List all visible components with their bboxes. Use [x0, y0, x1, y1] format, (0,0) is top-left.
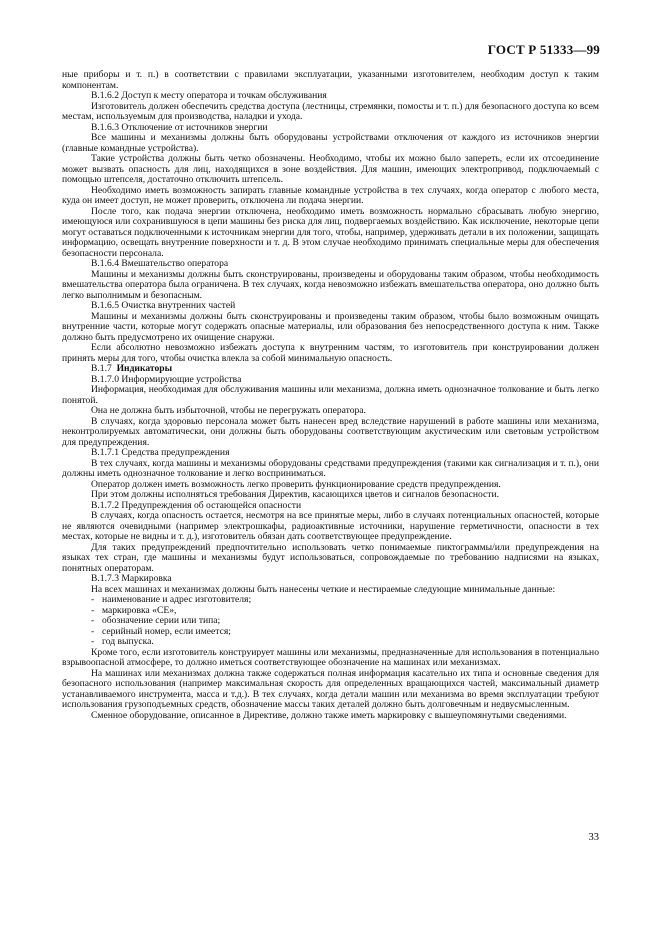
paragraph: На машинах или механизмах должна также содержаться полная информация касательно их типа и основные сведения для безопасного использования (например максимальная скорость для определенных вращающихся частей, максимальный диаметр устанавливаемого инструмента, масса и т.д.). В тех случаях, когда детали машин или механизма во время эксплуатации требуют использования грузоподъемных средств, обозначение массы таких деталей должно быть долговечным и недвусмысленным. [62, 667, 599, 710]
paragraph: Необходимо иметь возможность запирать главные командные устройства в тех случаях, когда оператор с любого места, куда он имеет доступ, не может проверить, отключена ли подача энергии. [62, 184, 599, 206]
list-item: - обозначение серии или типа; [91, 615, 221, 626]
paragraph: В тех случаях, когда машины и механизмы оборудованы средствами предупреждения (такими как сигнализация и т. п.), они должны иметь однозначное толкование и легко восприниматься. [62, 457, 599, 479]
paragraph: На всех машинах и механизмах должны быть нанесены четкие и нестираемые следующие минимальные данные: [91, 583, 556, 595]
paragraph: При этом должны исполняться требования Директив, касающихся цветов и сигналов безопасности. [91, 489, 500, 500]
paragraph: Сменное оборудование, описанное в Директиве, должно также иметь маркировку с вышеупомянутыми сведениями. [91, 709, 567, 721]
section-heading-indicators [62, 364, 599, 375]
section-heading: В.1.6.5 Очистка внутренних частей [91, 300, 236, 311]
paragraph: Оператор должен иметь возможность легко проверить функционирование средств предупреждения. [91, 478, 501, 490]
paragraph: ные приборы и т. п.) в соответствии с правилами эксплуатации, указанными изготовителем, необходим доступ к таким компонентам. [62, 69, 599, 91]
list-dash: - [91, 625, 95, 637]
section-title: Индикаторы [116, 363, 173, 374]
section-heading: В.1.7.2 Предупреждения об остающейся опасности [91, 499, 302, 511]
section-number: В.1.7 [91, 363, 112, 374]
list-item: - год выпуска. [91, 636, 154, 647]
paragraph: Если абсолютно невозможно избежать доступа к внутренним частям, то изготовитель при конструировании должен принять меры для того, чтобы очистка влекла за собой минимальную опасность. [62, 342, 599, 364]
paragraph: Информация, необходимая для обслуживания машины или механизма, должна иметь однозначное толкование и быть легко понятой. [62, 384, 599, 406]
list-item: - маркировка «СЕ», [91, 604, 177, 616]
paragraph: Она не должна быть избыточной, чтобы не перегружать оператора. [91, 405, 366, 416]
document-header: ГОСТ Р 51333—99 [487, 42, 600, 57]
section-heading: В.1.7.1 Средства предупреждения [91, 447, 230, 458]
section-heading: В.1.7.3 Маркировка [91, 573, 172, 584]
section-heading: В.1.6.3 Отключение от источников энергии [91, 121, 268, 133]
paragraph: Такие устройства должны быть четко обозначены. Необходимо, чтобы их можно было запереть, если их отсоединение может вызвать опасность для лиц, находящихся в зоне воздействия. Для машин, имеющих электропривод, подключаемый с помощью штепселя, достаточно отключить штепсель. [62, 153, 599, 185]
list-item: - серийный номер, если имеется; [91, 625, 231, 637]
section-heading: В.1.6.2 Доступ к месту оператора и точкам обслуживания [91, 90, 327, 101]
paragraph: Изготовитель должен обеспечить средства доступа (лестницы, стремянки, помосты и т. п.) для безопасного доступа ко всем местам, используемым для производства, наладки и ухода. [62, 100, 599, 122]
paragraph: Машины и механизмы должны быть сконструированы и произведены таким образом, чтобы было возможным очищать внутренние части, которые могут содержать опасные материалы, или образования без непосредственного доступа к ним. Также должно быть предусмотрено их очищение снаружи. [62, 310, 599, 343]
paragraph: В случаях, когда здоровью персонала может быть нанесен вред вследствие нарушений в работе машины или механизма, неконтролируемых автоматически, они должны быть оборудованы соответствующим акустическим или световым устройством для предупреждения. [62, 415, 599, 448]
paragraph: Кроме того, если изготовитель конструирует машины или механизмы, предназначенные для использования в потенциально взрывоопасной атмосфере, то должно иметься соответствующее обозначение на машинах или механизмах. [62, 646, 599, 668]
paragraph: Все машины и механизмы должны быть оборудованы устройствами отключения от каждого из источников энергии (главные командные устройства). [62, 132, 599, 154]
marking-list [62, 595, 599, 648]
section-heading: В.1.7.0 Информирующие устройства [91, 373, 242, 385]
paragraph: После того, как подача энергии отключена, необходимо иметь возможность нормально сбрасывать любую энергию, имеющуюся или сохранившуюся в цепи машины без риска для лиц, подвергаемых воздействию. Как исключение, некоторые цепи могут оставаться подключенными к источникам энергии для того, чтобы, например, удерживать детали в их положении, защищать информацию, освещать внутренние поверхности и т. д. В этом случае необходимо принимать специальные меры для обеспечения безопасности персонала. [62, 205, 599, 259]
page-number: 33 [588, 832, 599, 843]
section-heading: В.1.6.4 Вмешательство оператора [91, 258, 229, 269]
paragraph: Машины и механизмы должны быть сконструированы, произведены и оборудованы таким образом, чтобы необходимость вмешательства оператора была ограничена. В тех случаях, когда невозможно избежать вмешательства оператора, оно должно быть легко выполнимым и безопасным. [62, 268, 599, 301]
paragraph: Для таких предупреждений предпочтительно использовать четко понимаемые пиктограммы/или предупреждения на языках тех стран, где машины и механизмы будут использоваться, сопровождаемые по требованию надписями на языках, понятных операторам. [62, 541, 599, 574]
list-dash: - [91, 604, 95, 616]
document-body [62, 70, 599, 721]
list-dash: - [91, 594, 95, 605]
list-dash: - [91, 636, 95, 647]
paragraph: В случаях, когда опасность остается, несмотря на все принятые меры, либо в случаях потенциальных опасностей, которые не являются очевидными (например электрошкафы, радиоактивные источники, нарушение герметичности, опасности в тех местах, которые не видны и т. д.), изготовитель обязан дать соответствующее предупреждение. [62, 510, 599, 542]
list-item: - наименование и адрес изготовителя; [91, 594, 252, 605]
list-dash: - [91, 615, 95, 626]
